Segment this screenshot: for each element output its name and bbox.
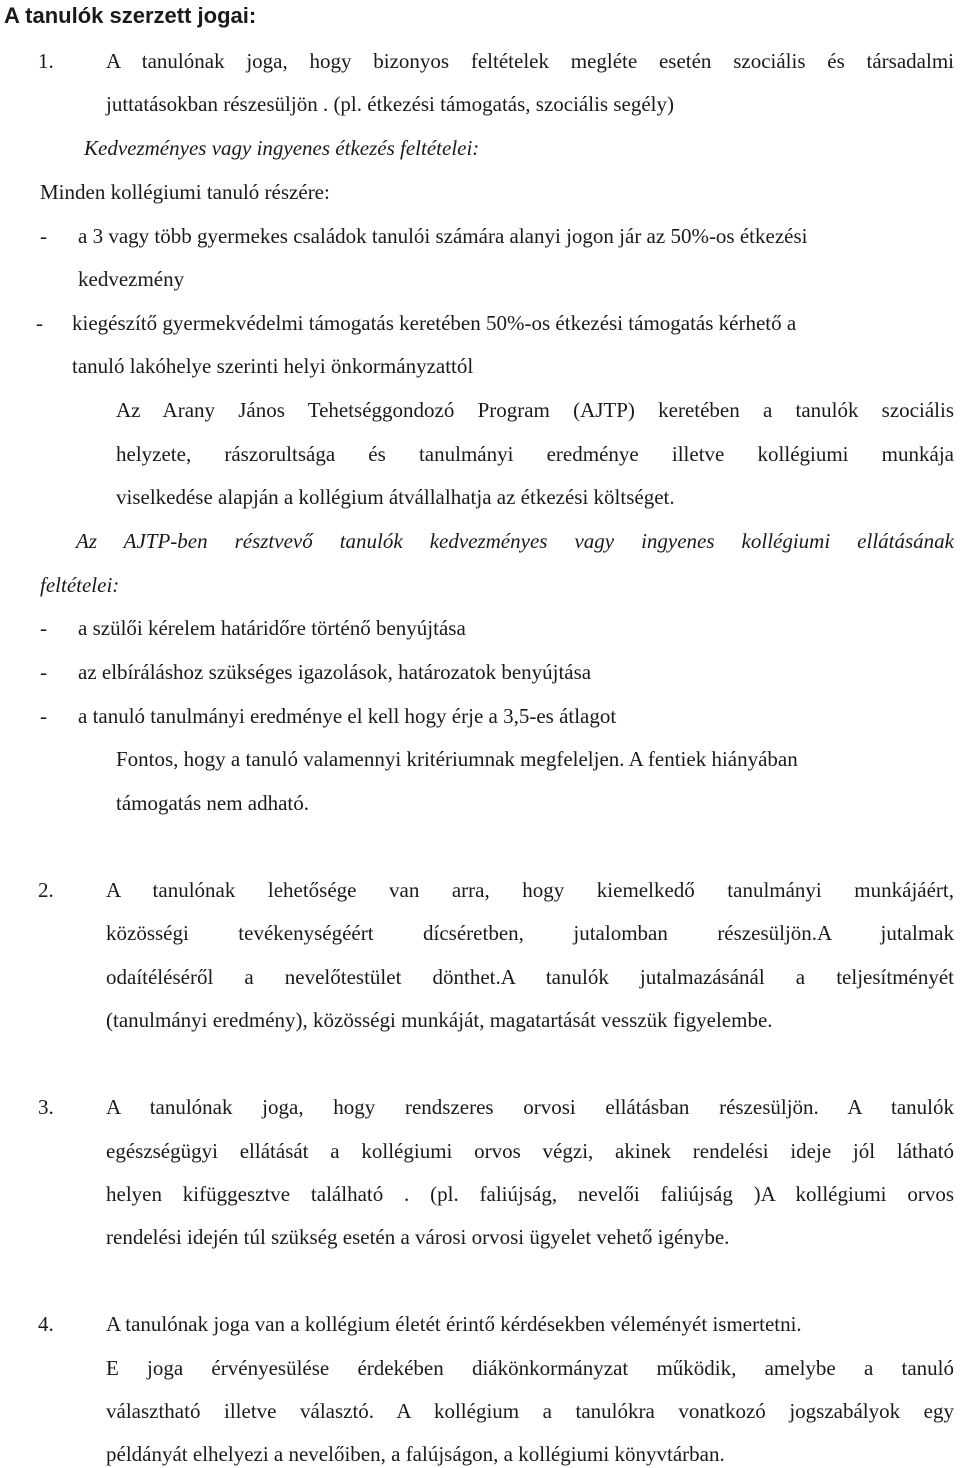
bullet-1-line-2: kedvezmény <box>78 267 185 291</box>
condition-3-dash: - <box>40 704 47 728</box>
item-4-line-3: választható illetve választó. A kollégium a tanulókra vonatkozó jogszabályok egy <box>106 1399 954 1423</box>
bullet-1-line-1: a 3 vagy több gyermekes családok tanulói számára alanyi jogon jár az 50%-os étkezési <box>78 224 808 248</box>
ajtp-conditions-heading-line-2: feltételei: <box>40 573 120 597</box>
condition-1-dash: - <box>40 616 47 640</box>
all-students-intro: Minden kollégiumi tanuló részére: <box>40 180 330 204</box>
item-3-line-2: egészségügyi ellátását a kollégiumi orvos végzi, akinek rendelési ideje jól látható <box>106 1139 954 1163</box>
meal-conditions-subheading: Kedvezményes vagy ingyenes étkezés feltételei: <box>84 136 480 160</box>
item-3-line-4: rendelési idején túl szükség esetén a városi orvosi ügyelet vehető igénybe. <box>106 1225 730 1249</box>
item-2-number: 2. <box>38 878 54 902</box>
bullet-2-line-1: kiegészítő gyermekvédelmi támogatás keretében 50%-os étkezési támogatás kérhető a <box>72 311 797 335</box>
item-4-line-1: A tanulónak joga van a kollégium életét érintő kérdésekben véleményét ismertetni. <box>106 1312 802 1336</box>
note-line-2: támogatás nem adható. <box>116 791 310 815</box>
item-2-line-4: (tanulmányi eredmény), közösségi munkáját, magatartását vesszük figyelembe. <box>106 1008 773 1032</box>
note-line-1: Fontos, hogy a tanuló valamennyi kritériumnak megfeleljen. A fentiek hiányában <box>116 747 798 771</box>
item-2-line-1: A tanulónak lehetősége van arra, hogy kiemelkedő tanulmányi munkájáért, <box>106 878 954 902</box>
item-4-number: 4. <box>38 1312 54 1336</box>
ajtp-conditions-heading-line-1: Az AJTP-ben résztvevő tanulók kedvezményes vagy ingyenes kollégiumi ellátásának <box>76 529 954 553</box>
condition-2-text: az elbíráláshoz szükséges igazolások, határozatok benyújtása <box>78 660 592 684</box>
ajtp-para-line-3: viselkedése alapján a kollégium átvállalhatja az étkezési költséget. <box>116 485 675 509</box>
condition-1-text: a szülői kérelem határidőre történő benyújtása <box>78 616 466 640</box>
item-3-line-1: A tanulónak joga, hogy rendszeres orvosi ellátásban részesüljön. A tanulók <box>106 1095 954 1119</box>
ajtp-para-line-2: helyzete, rászorultsága és tanulmányi eredménye illetve kollégiumi munkája <box>116 442 954 466</box>
bullet-2-dash: - <box>36 311 43 335</box>
condition-2-dash: - <box>40 660 47 684</box>
page-heading: A tanulók szerzett jogai: <box>4 3 257 28</box>
item-2-line-3: odaítéléséről a nevelőtestület dönthet.A tanulók jutalmazásánál a teljesítményét <box>106 965 954 989</box>
condition-3-text: a tanuló tanulmányi eredménye el kell hogy érje a 3,5-es átlagot <box>78 704 617 728</box>
item-1-line-2: juttatásokban részesüljön . (pl. étkezési támogatás, szociális segély) <box>106 92 674 116</box>
item-2-line-2: közösségi tevékenységéért dícséretben, jutalomban részesüljön.A jutalmak <box>106 921 954 945</box>
bullet-1-dash: - <box>40 224 47 248</box>
ajtp-para-line-1: Az Arany János Tehetséggondozó Program (AJTP) keretében a tanulók szociális <box>116 398 954 422</box>
item-4-line-4: példányát elhelyezi a nevelőiben, a falújságon, a kollégiumi könyvtárban. <box>106 1442 725 1466</box>
bullet-2-line-2: tanuló lakóhelye szerinti helyi önkormányzattól <box>72 354 474 378</box>
item-1-number: 1. <box>38 49 54 73</box>
item-1-line-1: A tanulónak joga, hogy bizonyos feltételek megléte esetén szociális és társadalmi <box>106 49 954 73</box>
item-3-line-3: helyen kifüggesztve található . (pl. faliújság, nevelői faliújság )A kollégiumi orvos <box>106 1182 954 1206</box>
item-3-number: 3. <box>38 1095 54 1119</box>
item-4-line-2: E joga érvényesülése érdekében diákönkormányzat működik, amelybe a tanuló <box>106 1356 954 1380</box>
